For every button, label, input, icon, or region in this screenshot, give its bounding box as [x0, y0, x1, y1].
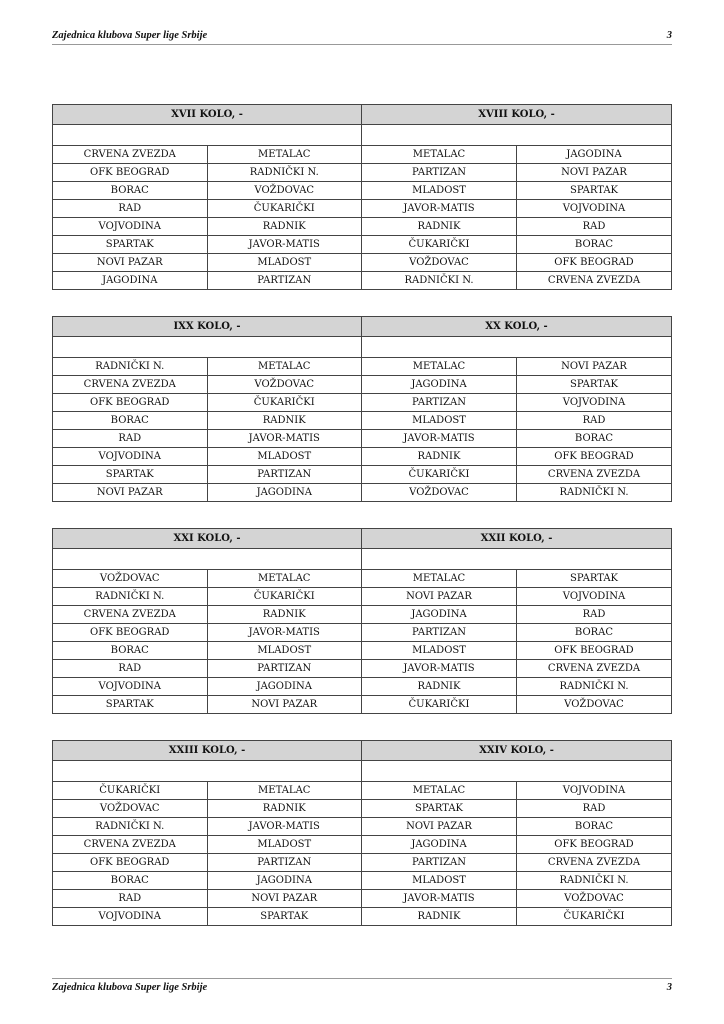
home-team: JAGODINA: [362, 606, 517, 623]
match-row: [53, 254, 361, 272]
home-team: RADNIK: [362, 448, 517, 465]
home-team: OFK BEOGRAD: [53, 624, 208, 641]
away-team: SPARTAK: [260, 911, 309, 922]
away-team: PARTIZAN: [257, 275, 312, 286]
match-row: [53, 570, 361, 588]
home-team: JAGODINA: [53, 272, 208, 289]
home-team: NOVI PAZAR: [362, 818, 517, 835]
away-team: ČUKARIČKI: [253, 203, 315, 214]
match-row: [362, 678, 671, 696]
round-pair-table: [52, 104, 672, 290]
home-team: VOŽDOVAC: [53, 800, 208, 817]
footer-title: Zajednica klubova Super lige Srbije: [52, 982, 208, 993]
match-row: [362, 782, 671, 800]
match-row: [53, 236, 361, 254]
match-row: [53, 836, 361, 854]
home-team: RADNIK: [362, 218, 517, 235]
match-row: [362, 484, 671, 501]
footer-page-number: 3: [666, 982, 672, 993]
away-team: METALAC: [258, 361, 311, 372]
home-team: JAVOR-MATIS: [362, 660, 517, 677]
match-row: [362, 800, 671, 818]
home-team: VOJVODINA: [53, 678, 208, 695]
home-team: METALAC: [362, 146, 517, 163]
round-table: [52, 740, 362, 926]
match-row: [362, 376, 671, 394]
away-team: RADNIČKI N.: [559, 487, 629, 498]
match-row: [53, 272, 361, 289]
round-title: XXIV KOLO, -: [362, 741, 671, 761]
home-team: ČUKARIČKI: [362, 696, 517, 713]
away-team: RADNIČKI N.: [249, 167, 319, 178]
round-table: [52, 104, 362, 290]
away-team: RADNIČKI N.: [559, 875, 629, 886]
match-row: [362, 394, 671, 412]
away-team: SPARTAK: [569, 185, 619, 196]
away-team: JAGODINA: [256, 681, 312, 692]
match-row: [53, 394, 361, 412]
home-team: RAD: [53, 200, 208, 217]
round-title: XVII KOLO, -: [53, 105, 361, 125]
match-row: [362, 200, 671, 218]
away-team: JAGODINA: [256, 487, 312, 498]
match-row: [53, 358, 361, 376]
home-team: VOJVODINA: [53, 218, 208, 235]
match-row: [362, 358, 671, 376]
home-team: OFK BEOGRAD: [53, 394, 208, 411]
match-row: [53, 484, 361, 501]
home-team: RAD: [53, 660, 208, 677]
round-title: XXII KOLO, -: [362, 529, 671, 549]
home-team: ČUKARIČKI: [53, 782, 208, 799]
home-team: VOŽDOVAC: [362, 484, 517, 501]
home-team: METALAC: [362, 358, 517, 375]
away-team: PARTIZAN: [257, 857, 312, 868]
match-row: [362, 430, 671, 448]
away-team: METALAC: [258, 785, 311, 796]
round-date-row: [53, 549, 361, 570]
home-team: SPARTAK: [362, 800, 517, 817]
home-team: JAVOR-MATIS: [362, 200, 517, 217]
match-row: [362, 660, 671, 678]
home-team: BORAC: [53, 412, 208, 429]
match-row: [362, 588, 671, 606]
away-team: RADNIK: [262, 803, 306, 814]
home-team: MLADOST: [362, 412, 517, 429]
home-team: METALAC: [362, 782, 517, 799]
away-team: MLADOST: [257, 839, 312, 850]
round-table: [362, 740, 672, 926]
match-row: [362, 642, 671, 660]
round-date-row: [53, 337, 361, 358]
away-team: NOVI PAZAR: [251, 893, 318, 904]
match-row: [53, 466, 361, 484]
away-team: JAGODINA: [256, 875, 312, 886]
away-team: RAD: [582, 221, 606, 232]
home-team: MLADOST: [362, 872, 517, 889]
away-team: VOŽDOVAC: [254, 185, 315, 196]
home-team: CRVENA ZVEZDA: [53, 836, 208, 853]
away-team: PARTIZAN: [257, 663, 312, 674]
match-row: [53, 660, 361, 678]
header-page-number: 3: [666, 30, 672, 41]
round-table: [362, 528, 672, 714]
away-team: MLADOST: [257, 451, 312, 462]
away-team: VOJVODINA: [562, 397, 626, 408]
away-team: RAD: [582, 415, 606, 426]
away-team: JAVOR-MATIS: [248, 821, 320, 832]
match-row: [53, 872, 361, 890]
away-team: NOVI PAZAR: [561, 167, 627, 178]
round-date-row: [362, 125, 671, 146]
away-team: MLADOST: [257, 257, 312, 268]
away-team: JAVOR-MATIS: [248, 433, 320, 444]
match-row: [362, 890, 671, 908]
round-title: XXIII KOLO, -: [53, 741, 361, 761]
home-team: SPARTAK: [53, 236, 208, 253]
home-team: RADNIČKI N.: [53, 588, 208, 605]
home-team: RAD: [53, 430, 208, 447]
home-team: MLADOST: [362, 642, 517, 659]
match-row: [362, 448, 671, 466]
match-row: [362, 272, 671, 289]
match-row: [362, 624, 671, 642]
away-team: SPARTAK: [569, 379, 619, 390]
away-team: CRVENA ZVEZDA: [547, 663, 641, 674]
round-date-row: [53, 761, 361, 782]
away-team: METALAC: [258, 149, 311, 160]
away-team: VOŽDOVAC: [254, 379, 315, 390]
round-title: IXX KOLO, -: [53, 317, 361, 337]
home-team: VOŽDOVAC: [53, 570, 208, 587]
away-team: ČUKARIČKI: [253, 591, 315, 602]
round-pair-table: [52, 316, 672, 502]
match-row: [362, 466, 671, 484]
away-team: BORAC: [574, 433, 614, 444]
match-row: [53, 588, 361, 606]
home-team: RAD: [53, 890, 208, 907]
home-team: CRVENA ZVEZDA: [53, 146, 208, 163]
match-row: [53, 800, 361, 818]
match-row: [362, 836, 671, 854]
home-team: RADNIK: [362, 678, 517, 695]
match-row: [362, 164, 671, 182]
home-team: MLADOST: [362, 182, 517, 199]
home-team: JAVOR-MATIS: [362, 890, 517, 907]
away-team: BORAC: [574, 821, 614, 832]
round-title: XX KOLO, -: [362, 317, 671, 337]
home-team: BORAC: [53, 182, 208, 199]
away-team: NOVI PAZAR: [251, 699, 318, 710]
away-team: BORAC: [574, 239, 614, 250]
away-team: VOJVODINA: [562, 203, 626, 214]
away-team: RAD: [582, 803, 606, 814]
away-team: OFK BEOGRAD: [554, 257, 634, 268]
home-team: BORAC: [53, 872, 208, 889]
match-row: [53, 448, 361, 466]
away-team: VOJVODINA: [562, 785, 626, 796]
away-team: VOŽDOVAC: [564, 893, 624, 904]
match-row: [53, 678, 361, 696]
away-team: METALAC: [258, 573, 311, 584]
home-team: JAVOR-MATIS: [362, 430, 517, 447]
home-team: RADNIČKI N.: [53, 358, 208, 375]
round-title: XVIII KOLO, -: [362, 105, 671, 125]
home-team: VOJVODINA: [53, 908, 208, 925]
away-team: OFK BEOGRAD: [554, 645, 634, 656]
round-date-row: [53, 125, 361, 146]
home-team: NOVI PAZAR: [53, 484, 208, 501]
home-team: SPARTAK: [53, 466, 208, 483]
round-table: [52, 528, 362, 714]
match-row: [53, 430, 361, 448]
match-row: [362, 254, 671, 272]
home-team: JAGODINA: [362, 376, 517, 393]
match-row: [362, 412, 671, 430]
away-team: RADNIK: [262, 609, 306, 620]
match-row: [362, 696, 671, 713]
match-row: [53, 164, 361, 182]
match-row: [362, 236, 671, 254]
match-row: [53, 412, 361, 430]
match-row: [362, 146, 671, 164]
away-team: OFK BEOGRAD: [554, 451, 634, 462]
home-team: CRVENA ZVEZDA: [53, 376, 208, 393]
home-team: RADNIČKI N.: [53, 818, 208, 835]
away-team: RAD: [582, 609, 606, 620]
round-table: [52, 316, 362, 502]
match-row: [362, 818, 671, 836]
home-team: ČUKARIČKI: [362, 466, 517, 483]
round-pair-table: [52, 740, 672, 926]
match-row: [53, 624, 361, 642]
away-team: OFK BEOGRAD: [554, 839, 634, 850]
match-row: [362, 570, 671, 588]
home-team: RADNIČKI N.: [362, 272, 517, 289]
home-team: ČUKARIČKI: [362, 236, 517, 253]
home-team: OFK BEOGRAD: [53, 164, 208, 181]
match-row: [53, 182, 361, 200]
page-footer: [52, 978, 672, 993]
away-team: ČUKARIČKI: [563, 911, 625, 922]
match-row: [53, 854, 361, 872]
home-team: PARTIZAN: [362, 624, 517, 641]
home-team: PARTIZAN: [362, 394, 517, 411]
round-table: [362, 316, 672, 502]
away-team: JAGODINA: [566, 149, 622, 160]
home-team: PARTIZAN: [362, 164, 517, 181]
match-row: [362, 872, 671, 890]
match-row: [362, 854, 671, 872]
away-team: MLADOST: [257, 645, 312, 656]
home-team: CRVENA ZVEZDA: [53, 606, 208, 623]
away-team: PARTIZAN: [257, 469, 312, 480]
home-team: METALAC: [362, 570, 517, 587]
away-team: CRVENA ZVEZDA: [547, 275, 641, 286]
header-title: Zajednica klubova Super lige Srbije: [52, 30, 208, 41]
match-row: [53, 218, 361, 236]
match-row: [53, 908, 361, 925]
away-team: RADNIK: [262, 221, 306, 232]
away-team: ČUKARIČKI: [253, 397, 315, 408]
home-team: VOJVODINA: [53, 448, 208, 465]
away-team: VOJVODINA: [562, 591, 626, 602]
match-row: [53, 606, 361, 624]
match-row: [53, 890, 361, 908]
away-team: SPARTAK: [569, 573, 619, 584]
away-team: CRVENA ZVEZDA: [547, 469, 641, 480]
away-team: BORAC: [574, 627, 614, 638]
away-team: JAVOR-MATIS: [248, 627, 320, 638]
match-row: [362, 606, 671, 624]
match-row: [53, 146, 361, 164]
round-date-row: [362, 337, 671, 358]
round-date-row: [362, 549, 671, 570]
match-row: [53, 818, 361, 836]
round-title: XXI KOLO, -: [53, 529, 361, 549]
match-row: [362, 218, 671, 236]
round-table: [362, 104, 672, 290]
match-row: [53, 376, 361, 394]
home-team: RADNIK: [362, 908, 517, 925]
page-header: [52, 30, 672, 45]
match-row: [53, 782, 361, 800]
away-team: VOŽDOVAC: [564, 699, 624, 710]
match-row: [53, 642, 361, 660]
match-row: [362, 908, 671, 925]
home-team: OFK BEOGRAD: [53, 854, 208, 871]
home-team: VOŽDOVAC: [362, 254, 517, 271]
round-date-row: [362, 761, 671, 782]
away-team: CRVENA ZVEZDA: [547, 857, 641, 868]
away-team: NOVI PAZAR: [561, 361, 627, 372]
home-team: JAGODINA: [362, 836, 517, 853]
away-team: RADNIK: [262, 415, 306, 426]
home-team: SPARTAK: [53, 696, 208, 713]
home-team: BORAC: [53, 642, 208, 659]
match-row: [53, 200, 361, 218]
away-team: JAVOR-MATIS: [248, 239, 320, 250]
home-team: PARTIZAN: [362, 854, 517, 871]
home-team: NOVI PAZAR: [53, 254, 208, 271]
home-team: NOVI PAZAR: [362, 588, 517, 605]
round-pair-table: [52, 528, 672, 714]
away-team: RADNIČKI N.: [559, 681, 629, 692]
match-row: [362, 182, 671, 200]
match-row: [53, 696, 361, 713]
